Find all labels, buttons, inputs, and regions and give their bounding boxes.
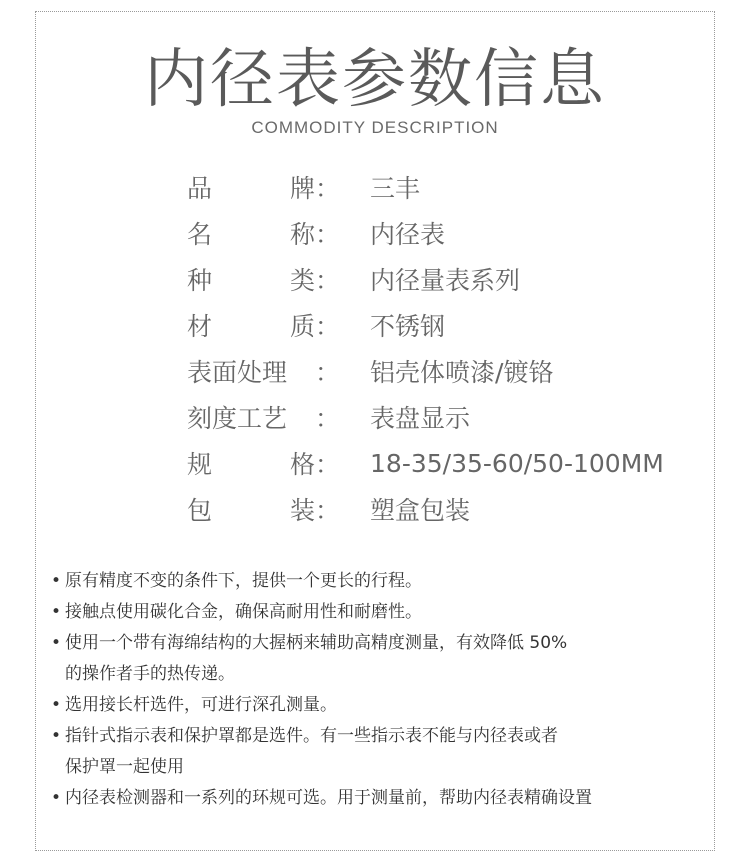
feature-item: [51, 690, 711, 721]
spec-row-name: [187, 210, 664, 256]
feature-item: [51, 597, 711, 628]
spec-separator: ：: [315, 404, 341, 433]
feature-text: 保护罩一起使用: [65, 757, 184, 777]
bullet-icon: •: [51, 695, 62, 715]
feature-item: [51, 566, 711, 597]
feature-text: 的操作者手的热传递。: [65, 664, 235, 684]
spec-value: 不锈钢: [370, 312, 446, 341]
feature-text: 内径表检测器和一系列的环规可选。用于测量前，帮助内径表精确设置: [65, 788, 592, 808]
spec-label: 表面处理: [187, 358, 288, 387]
spec-separator: ：: [315, 220, 341, 249]
spec-row-type: [187, 256, 664, 302]
spec-separator: ：: [315, 496, 341, 525]
spec-value: 内径表: [370, 220, 446, 249]
feature-text: 接触点使用碳化合金，确保高耐用性和耐磨性。: [65, 602, 422, 622]
feature-text: 使用一个带有海绵结构的大握柄来辅助高精度测量，有效降低 50%: [65, 633, 568, 653]
spec-row-surface: [187, 348, 664, 394]
spec-row-packaging: [187, 486, 664, 532]
feature-item: [51, 783, 711, 814]
spec-label: 包 装: [187, 496, 315, 525]
feature-list: [51, 566, 711, 814]
spec-row-material: [187, 302, 664, 348]
spec-separator: ：: [315, 358, 341, 387]
spec-value: 内径量表系列: [370, 266, 521, 295]
feature-item: [51, 628, 711, 690]
spec-value: 三丰: [370, 174, 421, 203]
spec-row-spec: [187, 440, 664, 486]
spec-separator: ：: [315, 266, 341, 295]
spec-label: 种 类: [187, 266, 315, 295]
spec-label: 材 质: [187, 312, 315, 341]
bullet-icon: •: [51, 633, 62, 653]
feature-text: 原有精度不变的条件下，提供一个更长的行程。: [65, 571, 422, 591]
spec-separator: ：: [315, 174, 341, 203]
page-title: 内径表参数信息: [144, 43, 606, 117]
feature-text: 指针式指示表和保护罩都是选件。有一些指示表不能与内径表或者: [65, 726, 558, 746]
spec-label: 名 称: [187, 220, 315, 249]
spec-separator: ：: [315, 312, 341, 341]
page-subtitle: COMMODITY DESCRIPTION: [251, 118, 499, 137]
spec-value: 铝壳体喷漆/镀铬: [370, 358, 554, 387]
spec-separator: ：: [315, 450, 341, 479]
spec-value: 塑盒包装: [370, 496, 471, 525]
bullet-icon: •: [51, 726, 62, 746]
feature-text: 选用接长杆选件，可进行深孔测量。: [65, 695, 337, 715]
bullet-icon: •: [51, 788, 62, 808]
spec-row-brand: [187, 164, 664, 210]
spec-row-scale: [187, 394, 664, 440]
spec-label: 品 牌: [187, 174, 315, 203]
feature-item: [51, 721, 711, 783]
spec-label: 刻度工艺: [187, 404, 288, 433]
bullet-icon: •: [51, 571, 62, 591]
spec-table: [187, 164, 664, 532]
bullet-icon: •: [51, 602, 62, 622]
spec-value: 表盘显示: [370, 404, 471, 433]
spec-label: 规 格: [187, 450, 315, 479]
spec-value: 18-35/35-60/50-100MM: [370, 448, 664, 478]
